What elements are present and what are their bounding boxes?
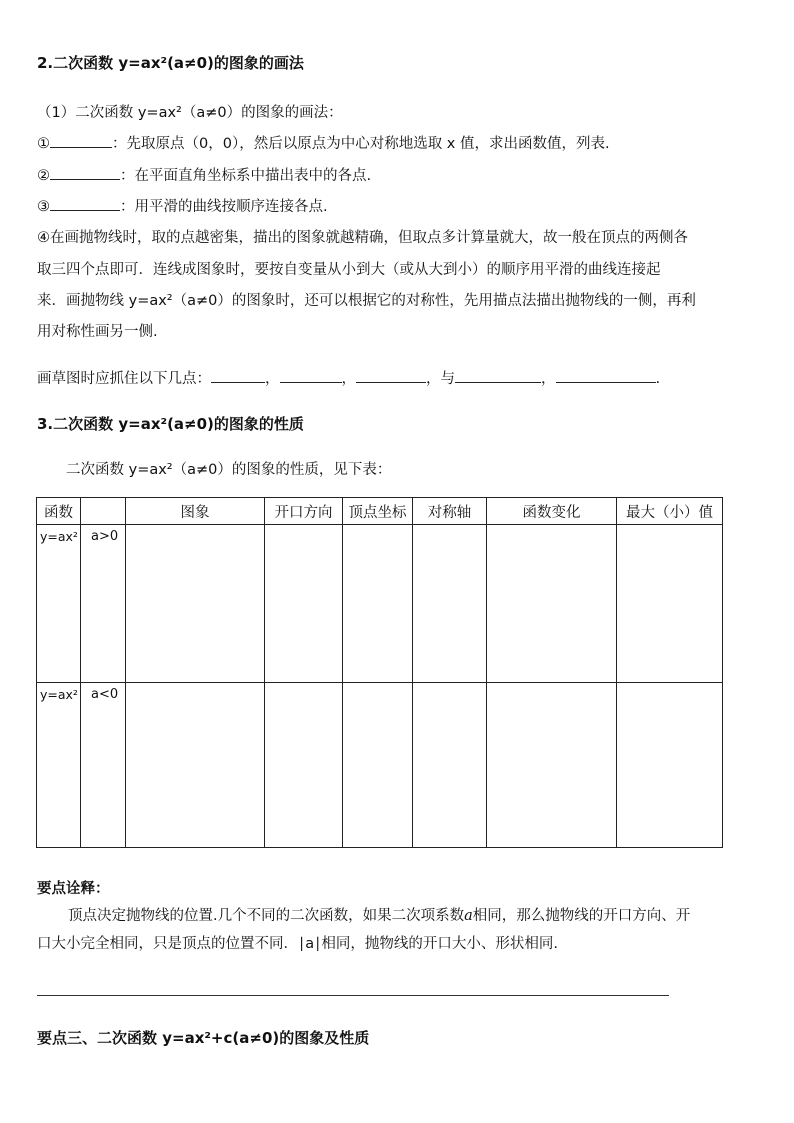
- header-function: 函数: [37, 498, 81, 525]
- key-point-three-title: 要点三、二次函数 y=ax²+c(a≠0)的图象及性质: [37, 1029, 370, 1047]
- row1-vertex-cell[interactable]: [343, 525, 413, 683]
- note-line-1: ④在画抛物线时，取的点越密集，描出的图象就越精确，但取点多计算量就大，故一般在顶点的两侧各: [37, 230, 688, 246]
- header-axis: 对称轴: [413, 498, 487, 525]
- step-3-text: ：用平滑的曲线按顺序连接各点.: [120, 199, 328, 215]
- sketch-points-line: [37, 367, 660, 388]
- header-vertex: 顶点坐标: [343, 498, 413, 525]
- row1-graph-cell[interactable]: [126, 525, 265, 683]
- sketch-comma: ，: [541, 371, 556, 387]
- sketch-prefix: 画草图时应抓住以下几点：: [37, 371, 211, 387]
- row2-change-cell[interactable]: [487, 683, 617, 848]
- method-intro: （1）二次函数 y=ax²（a≠0）的图象的画法：: [37, 105, 343, 121]
- header-graph: 图象: [126, 498, 265, 525]
- row1-function: y=ax²: [37, 525, 81, 683]
- note-line-3: 来．画抛物线 y=ax²（a≠0）的图象时，还可以根据它的对称性，先用描点法描出抛物线的一侧，再利: [37, 293, 696, 309]
- key-points-line-1: [68, 904, 690, 925]
- step-2-number: ②: [37, 168, 50, 184]
- step-1: [37, 132, 610, 153]
- divider-line: [37, 995, 669, 996]
- key-points-line-1-text: 顶点决定抛物线的位置.几个不同的二次函数，如果二次项系数: [68, 908, 465, 924]
- key-points-title: 要点诠释：: [37, 881, 110, 897]
- sketch-comma: ，: [265, 371, 280, 387]
- sketch-blank-3[interactable]: [356, 368, 426, 383]
- step-1-number: ①: [37, 136, 50, 152]
- step-2-blank[interactable]: [50, 165, 120, 180]
- note-line-4: 用对称性画另一侧.: [37, 324, 158, 340]
- key-points-line-1-rest: 相同，那么抛物线的开口方向、开: [472, 908, 691, 924]
- step-3: [37, 195, 328, 216]
- step-3-blank[interactable]: [50, 196, 120, 211]
- step-1-blank[interactable]: [50, 133, 112, 148]
- row1-direction-cell[interactable]: [265, 525, 343, 683]
- row2-direction-cell[interactable]: [265, 683, 343, 848]
- properties-table: [36, 497, 723, 848]
- key-points-line-2: 口大小完全相同，只是顶点的位置不同．∣a∣相同，抛物线的开口大小、形状相同.: [37, 936, 558, 952]
- table-header-row: [37, 498, 723, 525]
- coefficient-a: a: [464, 908, 473, 924]
- header-condition: [81, 498, 126, 525]
- sketch-end: .: [655, 371, 661, 387]
- header-monotonicity: 函数变化: [487, 498, 617, 525]
- table-row: [37, 525, 723, 683]
- row1-axis-cell[interactable]: [413, 525, 487, 683]
- header-extremum: 最大（小）值: [617, 498, 723, 525]
- sketch-blank-2[interactable]: [280, 368, 342, 383]
- row2-graph-cell[interactable]: [126, 683, 265, 848]
- header-opening-direction: 开口方向: [265, 498, 343, 525]
- row2-axis-cell[interactable]: [413, 683, 487, 848]
- step-2-text: ：在平面直角坐标系中描出表中的各点.: [120, 168, 372, 184]
- sketch-comma: ，: [341, 371, 356, 387]
- sketch-blank-4[interactable]: [455, 368, 541, 383]
- section2-title: 2.二次函数 y=ax²(a≠0)的图象的画法: [37, 54, 304, 72]
- row1-change-cell[interactable]: [487, 525, 617, 683]
- step-2: [37, 164, 371, 185]
- step-3-number: ③: [37, 199, 50, 215]
- row1-condition: a>0: [81, 525, 126, 683]
- note-line-2: 取三四个点即可．连线成图象时，要按自变量从小到大（或从大到小）的顺序用平滑的曲线连接起: [37, 262, 661, 278]
- row2-extremum-cell[interactable]: [617, 683, 723, 848]
- table-row: [37, 683, 723, 848]
- row2-function: y=ax²: [37, 683, 81, 848]
- row2-condition: a<0: [81, 683, 126, 848]
- row2-vertex-cell[interactable]: [343, 683, 413, 848]
- sketch-with: ，与: [426, 371, 455, 387]
- sketch-blank-5[interactable]: [556, 368, 656, 383]
- sketch-blank-1[interactable]: [211, 368, 265, 383]
- step-1-text: ：先取原点（0，0），然后以原点为中心对称地选取 x 值，求出函数值，列表.: [112, 136, 610, 152]
- section3-intro: 二次函数 y=ax²（a≠0）的图象的性质，见下表：: [66, 462, 392, 478]
- row1-extremum-cell[interactable]: [617, 525, 723, 683]
- section3-title: 3.二次函数 y=ax²(a≠0)的图象的性质: [37, 415, 304, 433]
